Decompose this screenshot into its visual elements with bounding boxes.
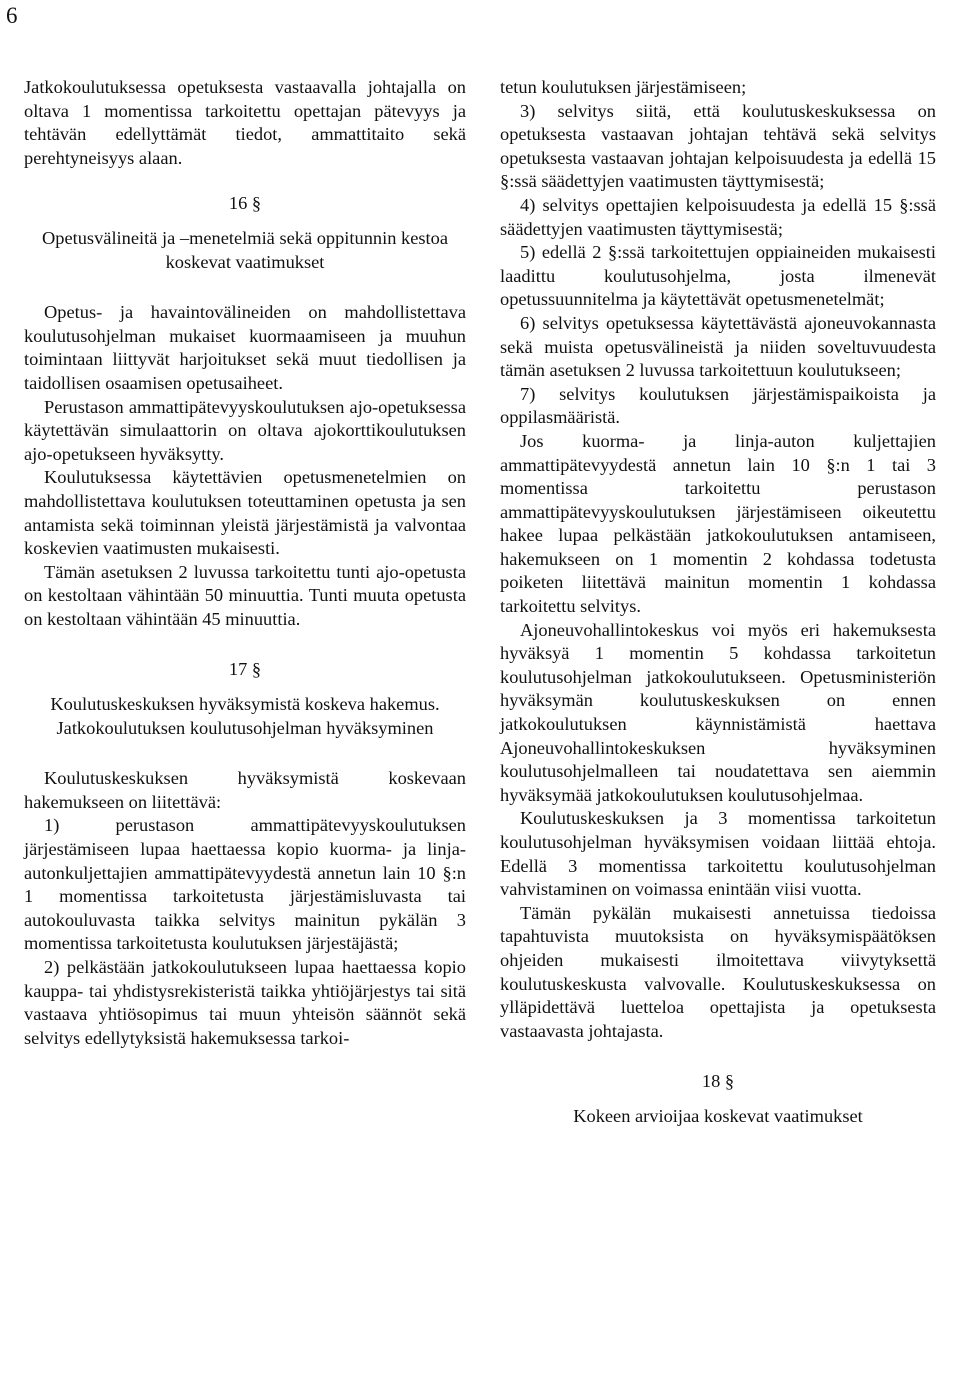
paragraph-3-moment: Ajoneuvohallintokeskus voi myös eri hakemuksesta hyväksyä 1 momentin 5 kohdassa tarkoitetun koulutusohjelman jatkokoulutukseen. Opetusministeriön hyväksymän koulutuskeskuksen on ennen jatkokoulutuksen käynnistämistä haettava Ajoneuvohallintokeskuksen hyväksyminen koulutusohjelmalleen tai noudatettava sen aiemmin hyväksymää jatkokoulutuksen koulutusohjelmaa.: [500, 619, 936, 805]
section-17-list-item-1: 1) perustason ammattipätevyyskoulutuksen järjestämiseen lupaa haettaessa kopio kuorma- ja linja-autonkuljettajien ammattipätevyydestä annetun lain 10 §:n 1 momentissa tarkoitetusta järjestämisluvasta tai autokouluvasta taikka selvitys mainitun pykälän 3 momentissa tarkoitetusta koulutuksen järjestäjästä;: [24, 815, 466, 954]
section-16-paragraph-4: Tämän asetuksen 2 luvussa tarkoitettu tunti ajo-opetusta on kestoltaan vähintään 50 minuuttia. Tunti muuta opetusta on kestoltaan vähintään 45 minuuttia.: [24, 561, 466, 629]
list-item-5: 5) edellä 2 §:ssä tarkoitettujen oppiaineiden mukaisesti laadittu koulutusohjelma, josta ilmenevät opetussuunnitelma ja käytettävät opetusmenetelmät;: [500, 242, 936, 310]
section-17-title: Koulutuskeskuksen hyväksymistä koskeva hakemus. Jatkokoulutuksen koulutusohjelman hyväksyminen: [50, 694, 440, 738]
page-number: 6: [6, 3, 18, 28]
paragraph-5-moment: Tämän pykälän mukaisesti annetuissa tiedoissa tapahtuvista muutoksista on hyväksymispäätöksen ohjeiden mukaisesti ilmoitettava viivytyksettä koulutuskeskusta valvovalle. Koulutuskeskuksessa on ylläpidettävä luetteloa opettajista ja opetuksesta vastaavasta johtajasta.: [500, 902, 936, 1041]
paragraph-2-moment: Jos kuorma- ja linja-auton kuljettajien ammattipätevyydestä annetun lain 10 §:n 1 tai 3 momentissa tarkoitettu perustason ammattipätevyyskoulutuksen järjestämiseen oikeutettu hakee lupaa pelkästään jatkokoulutuksen antamiseen, hakemukseen on 1 momentin 2 kohdassa todetusta poiketen liitettävä mainitun momentin 1 kohdassa tarkoitettu selvitys.: [500, 430, 936, 617]
section-17-number: 17 §: [228, 659, 262, 680]
section-17-paragraph-1: Koulutuskeskuksen hyväksymistä koskevaan hakemukseen on liitettävä:: [24, 768, 466, 812]
list-item-6: 6) selvitys opetuksessa käytettävästä ajoneuvokannasta sekä muista opetusvälineistä ja niiden soveltuvuudesta tämän asetuksen 2 luvussa tarkoitettuun koulutukseen;: [500, 312, 936, 381]
section-16-paragraph-3: Koulutuksessa käytettävien opetusmenetelmien on mahdollistettava koulutuksen toteuttaminen opetusta ja sen antamista sekä toiminnan yleistä järjestämistä ja valvontaa koskevien vaatimusten mukaisesti.: [24, 467, 466, 559]
left-column: [24, 76, 466, 1050]
list-item-7: 7) selvitys koulutuksen järjestämispaikoista ja oppilasmääristä.: [500, 383, 936, 428]
section-16-title: Opetusvälineitä ja –menetelmiä sekä oppitunnin kestoa koskevat vaatimukset: [41, 227, 448, 272]
list-item-3: 3) selvitys siitä, että koulutuskeskuksessa on opetuksesta vastaavan johtajan tehtävä sekä selvitys opetuksesta vastaavan johtajan kelpoisuudesta ja edellä 15 §:ssä säädettyjen vaatimusten täyttymisestä;: [500, 100, 936, 192]
continued-paragraph: tetun koulutuksen järjestämiseen;: [500, 77, 747, 97]
paragraph-4-moment: Koulutuskeskuksen ja 3 momentissa tarkoitetun koulutusohjelman hyväksymisen voidaan liittää ehtoja. Edellä 3 momentissa tarkoitettu koulutusohjelman vahvistaminen on voimassa enintään viisi vuotta.: [500, 808, 936, 900]
intro-paragraph: Jatkokoulutuksessa opetuksesta vastaavalla johtajalla on oltava 1 momentissa tarkoitettu opettajan pätevyys ja tehtävän edellyttämät tiedot, ammattitaito sekä perehtyneisyys alaan.: [24, 77, 466, 168]
list-item-4: 4) selvitys opettajien kelpoisuudesta ja edellä 15 §:ssä säädettyjen vaatimusten täyttymisestä;: [500, 194, 936, 239]
section-17-list-item-2: 2) pelkästään jatkokoulutukseen lupaa haettaessa kopio kauppa- tai yhdistysrekisteristä taikka yhtiöjärjestys tai sitä vastaava yhtiösopimus tai muun yhteisön säännöt sekä selvitys edellytyksistä hakemuksessa tarkoi-: [24, 957, 466, 1048]
section-16-paragraph-1: Opetus- ja havaintovälineiden on mahdollistettava koulutusohjelman mukaiset kuormaamiseen ja muuhun toimintaan liittyvät harjoitukset sekä muut tiedollisen ja taidollisen osaamisen opetusaiheet.: [24, 302, 466, 393]
right-column: [500, 76, 936, 1129]
section-18-title: Kokeen arvioijaa koskevat vaatimukset: [573, 1105, 863, 1126]
section-16-paragraph-2: Perustason ammattipätevyyskoulutuksen ajo-opetuksessa käytettävän simulaattorin on oltava ajokorttikoulutuksen ajo-opetukseen hyväksytty.: [24, 396, 466, 464]
section-16-number: 16 §: [228, 193, 262, 214]
section-18-number: 18 §: [701, 1071, 735, 1092]
